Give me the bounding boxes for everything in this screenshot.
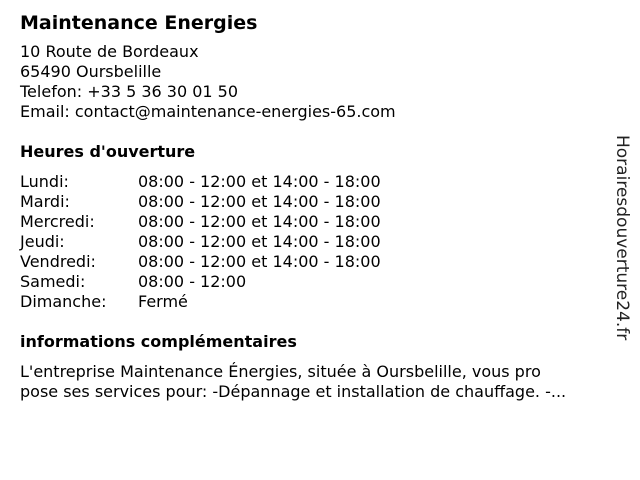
hours-row-sunday <box>20 292 610 312</box>
day-label: Mardi: <box>20 192 70 211</box>
hours-row-friday <box>20 252 610 272</box>
hours-row-wednesday <box>20 212 610 232</box>
time-range: 08:00 - 12:00 <box>138 272 247 291</box>
description-line: L'entreprise Maintenance Énergies, située à Oursbelille, vous pro <box>20 362 541 381</box>
hours-row-saturday <box>20 272 610 292</box>
day-label: Vendredi: <box>20 252 96 271</box>
opening-hours-heading: Heures d'ouverture <box>20 142 196 161</box>
contact-block <box>20 42 610 122</box>
description-line: pose ses services pour: -Dépannage et installation de chauffage. -... <box>20 382 567 401</box>
business-card <box>20 10 610 402</box>
time-range: 08:00 - 12:00 et 14:00 - 18:00 <box>138 192 381 211</box>
additional-info-heading: informations complémentaires <box>20 332 297 351</box>
time-range: 08:00 - 12:00 et 14:00 - 18:00 <box>138 252 381 271</box>
address-street: 10 Route de Bordeaux <box>20 42 199 61</box>
time-range: 08:00 - 12:00 et 14:00 - 18:00 <box>138 172 381 191</box>
time-range: 08:00 - 12:00 et 14:00 - 18:00 <box>138 212 381 231</box>
hours-row-tuesday <box>20 192 610 212</box>
email-address[interactable]: Email: contact@maintenance-energies-65.com <box>20 102 396 121</box>
hours-row-thursday <box>20 232 610 252</box>
time-range: Fermé <box>138 292 188 311</box>
phone-number[interactable]: Telefon: +33 5 36 30 01 50 <box>20 82 239 101</box>
day-label: Dimanche: <box>20 292 107 311</box>
time-range: 08:00 - 12:00 et 14:00 - 18:00 <box>138 232 381 251</box>
day-label: Samedi: <box>20 272 86 291</box>
day-label: Mercredi: <box>20 212 95 231</box>
day-label: Jeudi: <box>20 232 65 251</box>
day-label: Lundi: <box>20 172 69 191</box>
opening-hours-table <box>20 172 610 312</box>
hours-row-monday <box>20 172 610 192</box>
site-watermark: Horairesdouverture24.fr <box>612 135 632 341</box>
address-city: 65490 Oursbelille <box>20 62 162 81</box>
business-name: Maintenance Energies <box>20 12 258 34</box>
business-description <box>20 362 620 402</box>
